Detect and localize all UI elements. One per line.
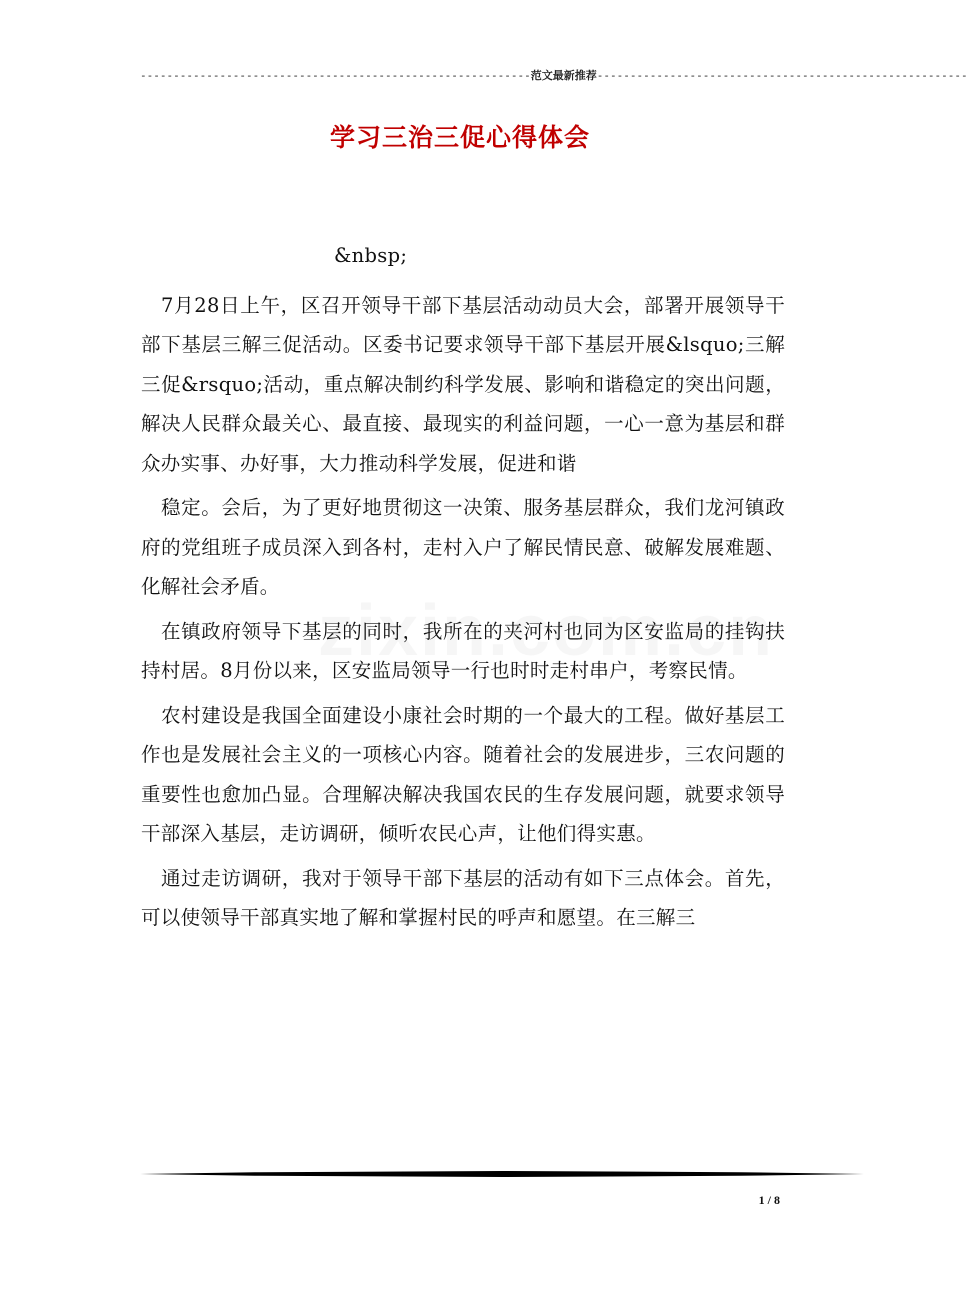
page-number: 1 / 8 <box>758 1193 780 1207</box>
page-header <box>140 68 968 84</box>
paragraph-3: 在镇政府领导下基层的同时，我所在的夹河村也同为区安监局的挂钩扶持村居。8月份以来，区安监局领导一行也时时走村串户，考察民情。 <box>141 619 785 682</box>
paragraph-4: 农村建设是我国全面建设小康社会时期的一个最大的工程。做好基层工作也是发展社会主义的一项核心内容。随着社会的发展进步，三农问题的重要性也愈加凸显。合理解决解决我国农民的生存发展问题，就要求领导干部深入基层，走访调研，倾听农民心声，让他们得实惠。 <box>141 703 785 845</box>
document-title: 学习三治三促心得体会 <box>329 123 590 152</box>
paragraph-1: 7月28日上午，区召开领导干部下基层活动动员大会，部署开展领导干部下基层三解三促活动。区委书记要求领导干部下基层开展&lsquo;三解三促&rsquo;活动，重点解决制约科学发展、影响和谐稳定的突出问题，解决人民群众最关心、最直接、最现实的利益问题，一心一意为基层和群众办实事、办好事，大力推动科学发展，促进和谐 <box>141 293 785 475</box>
paragraph-blank: &nbsp; <box>334 244 408 267</box>
document-body <box>141 236 785 943</box>
footer-divider <box>140 1170 864 1178</box>
paragraph-5: 通过走访调研，我对于领导干部下基层的活动有如下三点体会。首先，可以使领导干部真实地了解和掌握村民的呼声和愿望。在三解三 <box>141 866 785 929</box>
header-label: 范文最新推荐 <box>530 69 597 82</box>
header-dashes-left: ----------------------------------------------------------- <box>140 69 531 82</box>
header-dashes-right: -------------------------------------------------------- <box>596 69 968 82</box>
paragraph-2: 稳定。会后，为了更好地贯彻这一决策、服务基层群众，我们龙河镇政府的党组班子成员深入到各村，走村入户了解民情民意、破解发展难题、化解社会矛盾。 <box>141 496 785 598</box>
